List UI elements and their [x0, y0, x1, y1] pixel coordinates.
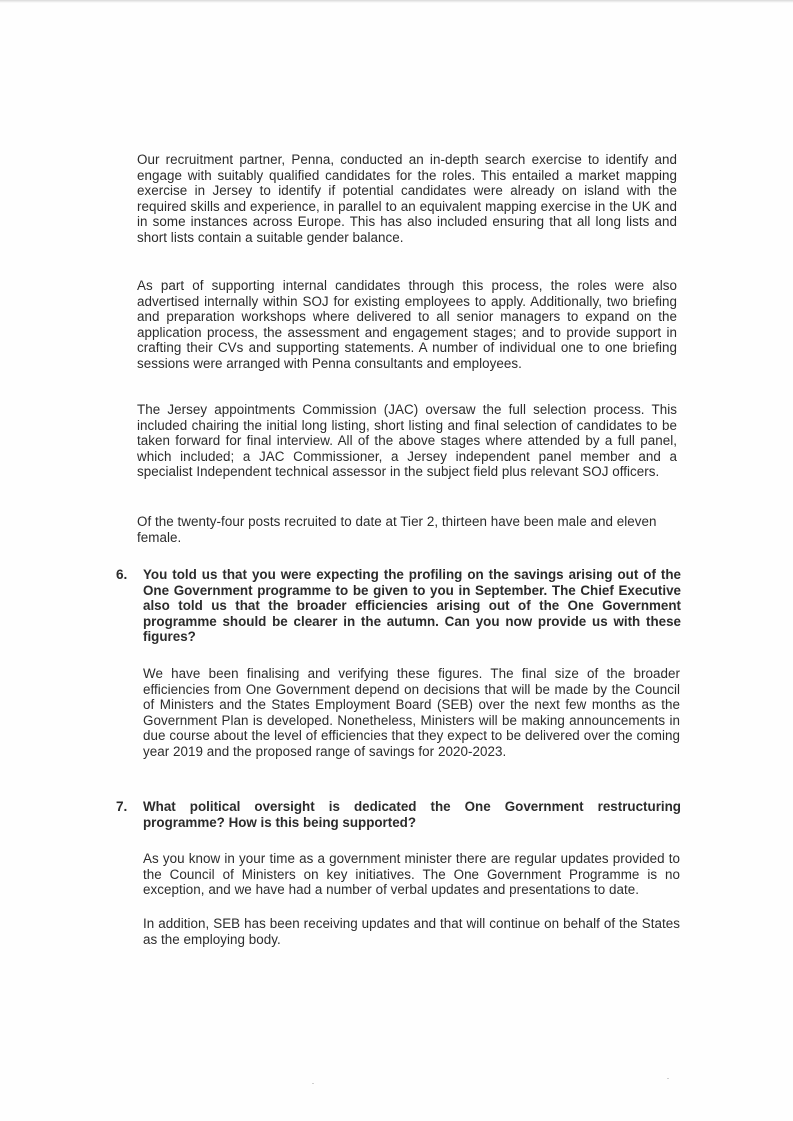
answer-7-part-2: In addition, SEB has been receiving updates and that will continue on behalf of the States as the employing body. [143, 916, 680, 947]
answer-6: We have been finalising and verifying these figures. The final size of the broader efficiencies from One Government depend on decisions that will be made by the Council of Ministers and the States Employment Board (SEB) over the next few months as the Government Plan is developed. Nonetheless, Ministers will be making announcements in due course about the level of efficiencies that they expect to be delivered over the coming year 2019 and the proposed range of savings for 2020-2023. [143, 666, 680, 759]
scan-top-edge [0, 0, 793, 3]
answer-7-part-1: As you know in your time as a government minister there are regular updates provided to the Council of Ministers on key initiatives. The One Government Programme is no exception, and we have had a number of verbal updates and presentations to date. [143, 851, 680, 898]
question-text: You told us that you were expecting the profiling on the savings arising out of the One Government programme to be given to you in September. The Chief Executive also told us that the broader efficiencies arising out of the One Government programme should be clearer in the autumn. Can you now provide us with these figures? [143, 567, 681, 645]
paragraph-tier2-gender: Of the twenty-four posts recruited to date at Tier 2, thirteen have been male and eleven female. [137, 514, 657, 545]
question-number: 6. [116, 567, 128, 582]
paragraph-recruitment-partner: Our recruitment partner, Penna, conducted an in-depth search exercise to identify and engage with suitably qualified candidates for the roles. This entailed a market mapping exercise in Jersey to identify if potential candidates were already on island with the required skills and experience, in parallel to an equivalent mapping exercise in the UK and in some instances across Europe. This has also included ensuring that all long lists and short lists contain a suitable gender balance. [137, 152, 677, 245]
paragraph-jac-selection: The Jersey appointments Commission (JAC) oversaw the full selection process. This included chairing the initial long listing, short listing and final selection of candidates to be taken forward for final interview. All of the above stages where attended by a full panel, which included; a JAC Commissioner, a Jersey independent panel member and a specialist Independent technical assessor in the subject field plus relevant SOJ officers. [137, 402, 677, 480]
scan-speck [667, 1078, 669, 1079]
question-number: 7. [116, 799, 128, 814]
paragraph-internal-candidates: As part of supporting internal candidates through this process, the roles were also advertised internally within SOJ for existing employees to apply. Additionally, two briefing and preparation workshops where delivered to all senior managers to expand on the application process, the assessment and engagement stages; and to provide support in crafting their CVs and supporting statements. A number of individual one to one briefing sessions were arranged with Penna consultants and employees. [137, 278, 677, 371]
scan-speck [312, 1083, 314, 1084]
question-text: What political oversight is dedicated the One Government restructuring programme? How is this being supported? [143, 799, 681, 830]
